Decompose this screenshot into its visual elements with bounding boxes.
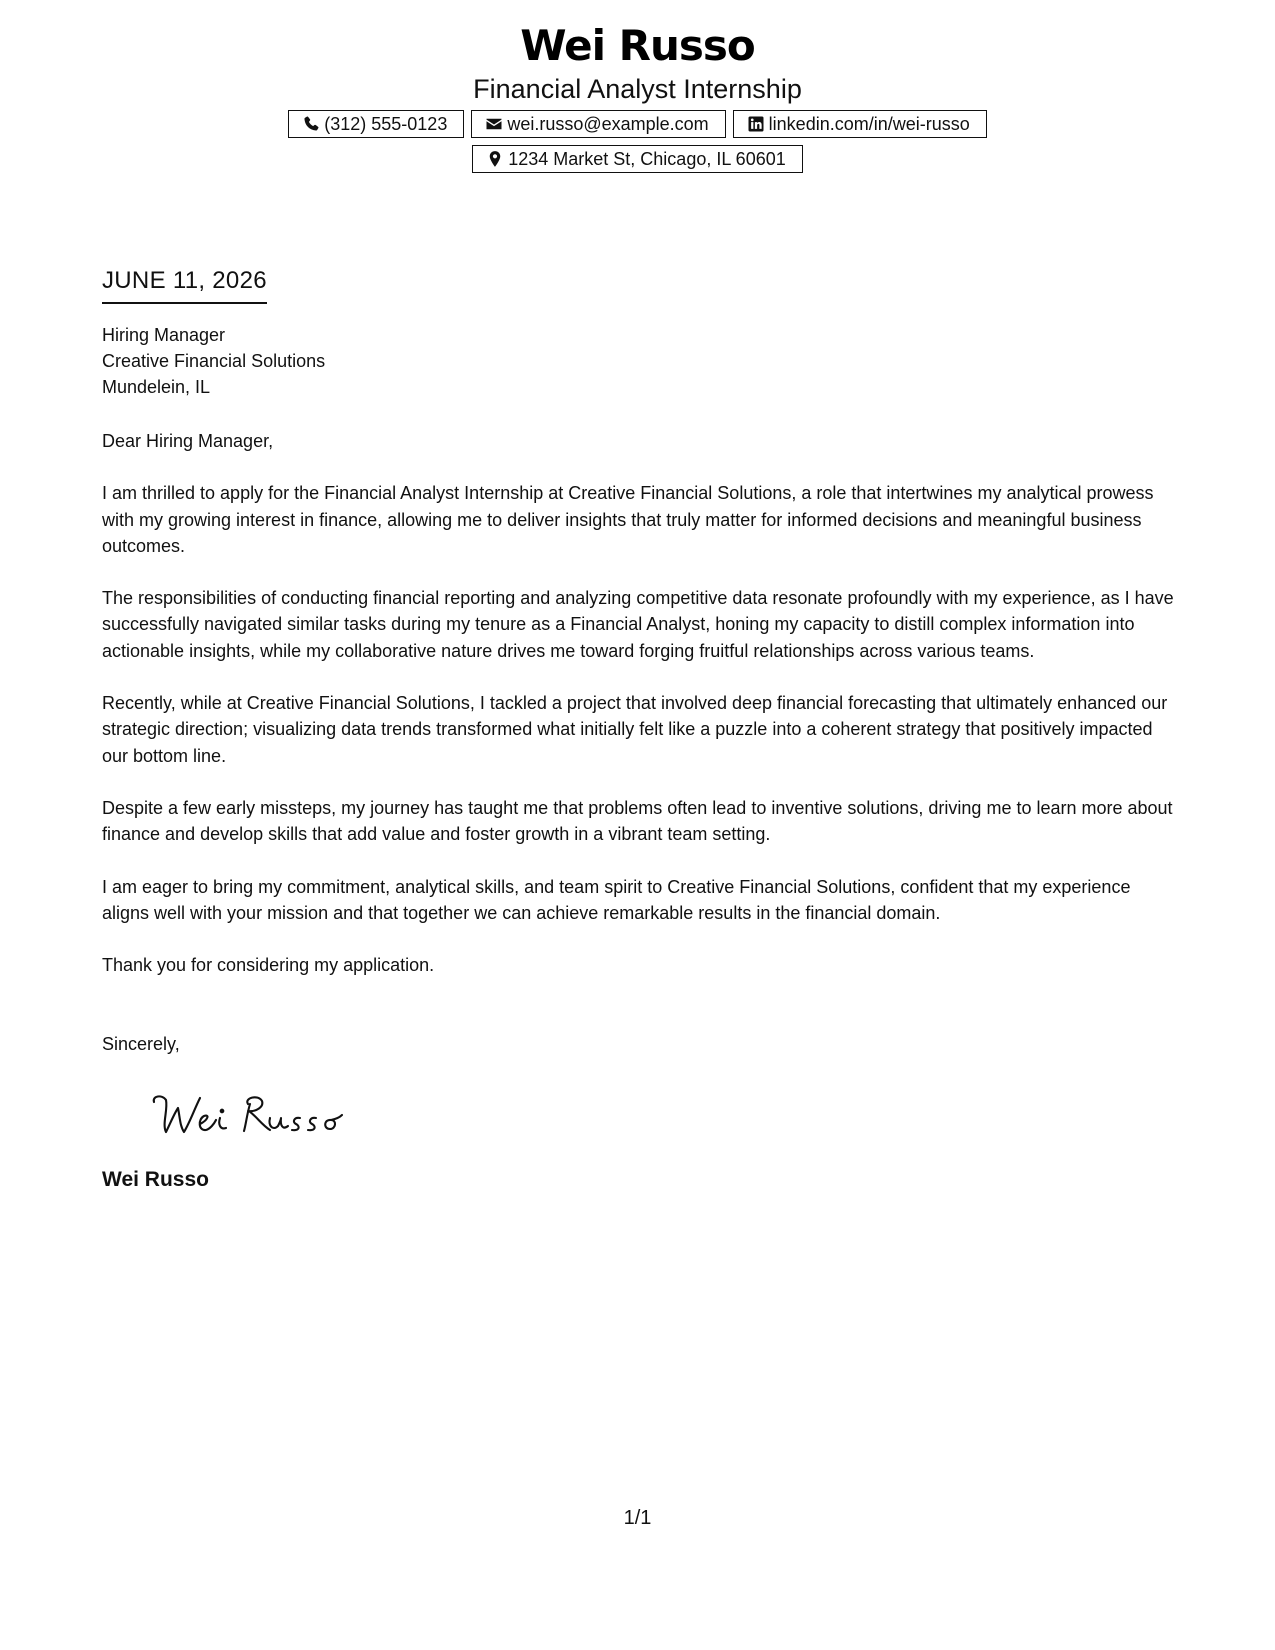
signoff: Sincerely, [102, 1034, 180, 1055]
letter-date: JUNE 11, 2026 [102, 266, 267, 304]
email-text: wei.russo@example.com [507, 113, 709, 134]
map-pin-icon [486, 150, 504, 168]
letter-header [0, 20, 1275, 173]
body-paragraph: I am thrilled to apply for the Financial Analyst Internship at Creative Financial Solutions, a role that intertwines my analytical prowess with my growing interest in finance, allowing me to deliver insights that truly matter for informed decisions and meaningful business outcomes. [102, 483, 1154, 556]
body-paragraph: Recently, while at Creative Financial Solutions, I tackled a project that involved deep financial forecasting that ultimately enhanced our strategic direction; visualizing data trends transformed what initially felt like a puzzle into a coherent strategy that positively impacted our bottom line. [102, 693, 1168, 766]
phone-icon [302, 115, 320, 133]
body-paragraph: Despite a few early missteps, my journey has taught me that problems often lead to inventive solutions, driving me to learn more about finance and develop skills that add value and foster growth in a vibrant team setting. [102, 797, 1173, 845]
linkedin-text: linkedin.com/in/wei-russo [768, 113, 970, 134]
salutation: Dear Hiring Manager, [102, 431, 274, 451]
signed-name: Wei Russo [102, 1168, 209, 1192]
applicant-name: Wei Russo [520, 21, 755, 70]
address-text: 1234 Market St, Chicago, IL 60601 [508, 148, 786, 169]
phone-chip [288, 110, 464, 138]
handwritten-signature [146, 1084, 366, 1144]
job-title: Financial Analyst Internship [473, 74, 802, 104]
envelope-icon [485, 115, 503, 133]
email-chip [471, 110, 725, 138]
phone-text: (312) 555-0123 [324, 113, 448, 134]
page-number: 1/1 [623, 1507, 652, 1529]
recipient-block [102, 322, 1182, 400]
address-chip [472, 145, 803, 173]
address-row [0, 145, 1275, 173]
recipient-line: Creative Financial Solutions [102, 351, 326, 371]
body-paragraph: The responsibilities of conducting financial reporting and analyzing competitive data resonate profoundly with my experience, as I have successfully navigated similar tasks during my tenure as a Financial Analyst, honing my capacity to distill complex information into actionable insights, while my collaborative nature drives me toward forging fruitful relationships across various teams. [102, 588, 1174, 661]
linkedin-icon [747, 115, 765, 133]
linkedin-chip [733, 110, 987, 138]
thanks-line: Thank you for considering my application. [102, 955, 435, 976]
recipient-line: Mundelein, IL [102, 377, 211, 397]
body-paragraph: I am eager to bring my commitment, analytical skills, and team spirit to Creative Financial Solutions, confident that my experience aligns well with your mission and that together we can achieve remarkable results in the financial domain. [102, 876, 1131, 923]
letter-body [102, 266, 1182, 1193]
recipient-line: Hiring Manager [102, 325, 226, 345]
contact-row [0, 110, 1275, 138]
